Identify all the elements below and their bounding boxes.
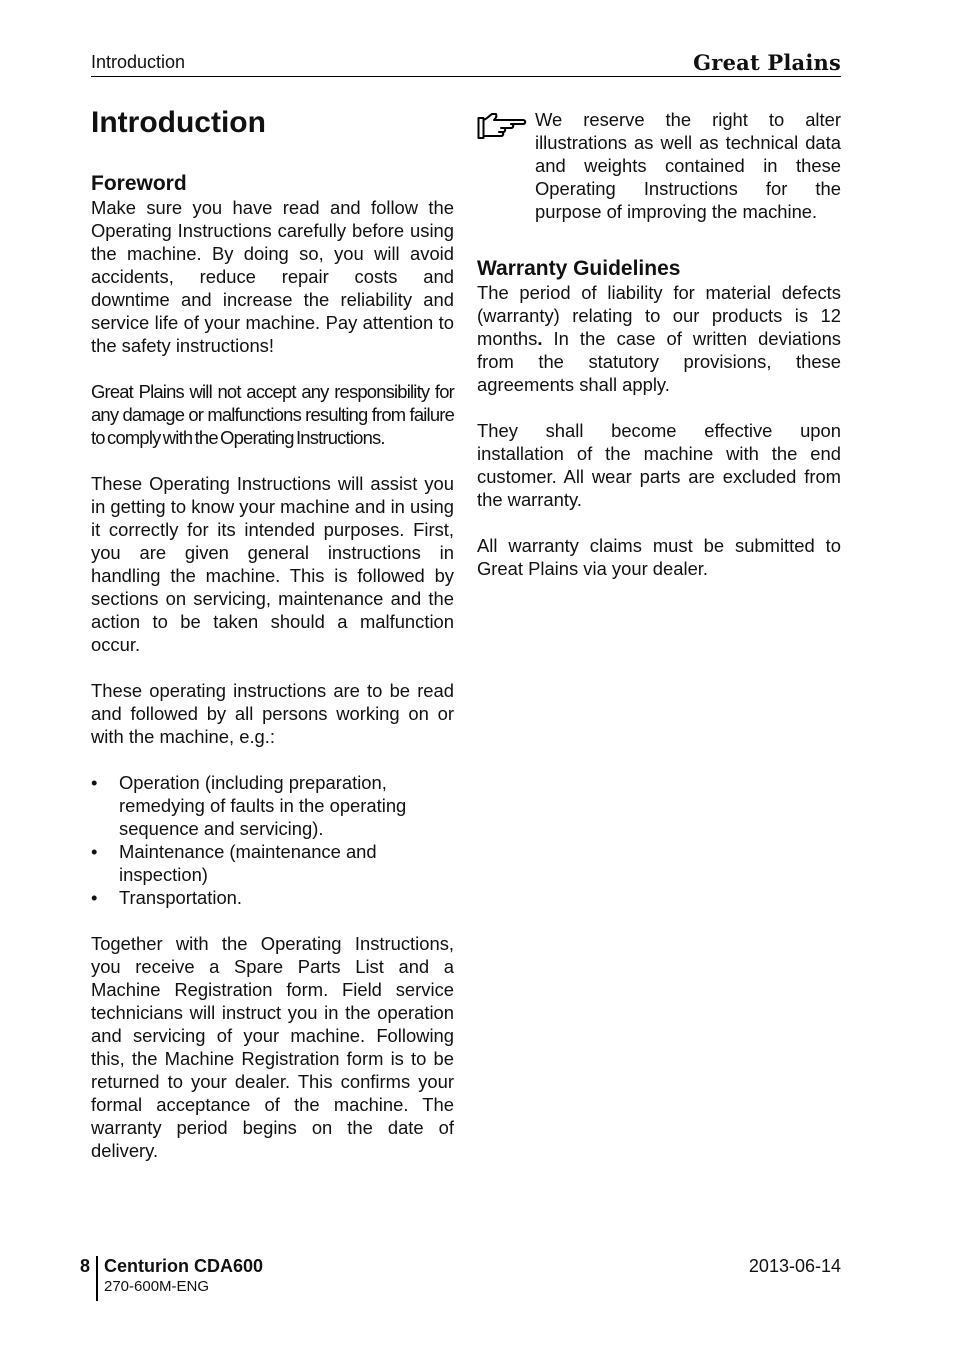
left-column: [91, 104, 454, 1185]
list-item: [91, 840, 454, 886]
note-text: We reserve the right to alter illustrations as well as technical data and weights contained in these Operating Instructions for the purpose of improving the machine.: [535, 109, 841, 222]
list-item-text: Maintenance (maintenance and inspection): [119, 841, 377, 885]
warranty-text-bold: .: [537, 328, 543, 349]
footer-divider: [96, 1256, 98, 1301]
brand-logo: Great Plains: [693, 50, 841, 75]
document-code: 270-600M-ENG: [104, 1278, 210, 1295]
note-block: [477, 108, 841, 223]
document-title: Centurion CDA600: [104, 1256, 264, 1276]
page-footer: [80, 1256, 841, 1304]
foreword-paragraph: Together with the Operating Instructions, you receive a Spare Parts List and a Machine Registration form. Field service technicians will instruct you in the operation and servicing of your machine. Following this, the Machine Registration form is to be returned to your dealer. This confirms your formal acceptance of the machine. The warranty period begins on the date of delivery.: [91, 933, 454, 1161]
bullet-icon: •: [91, 772, 98, 793]
warranty-paragraph: [477, 281, 841, 396]
list-item: [91, 886, 454, 909]
list-item-text: Transportation.: [119, 887, 243, 908]
page-header: [91, 50, 841, 77]
warranty-text: In the case of written deviations from the statutory provisions, these agreements shall apply.: [477, 328, 841, 395]
bullet-icon: •: [91, 887, 98, 908]
right-column: [477, 108, 841, 603]
personnel-list: [91, 771, 454, 909]
foreword-paragraph: Great Plains will not accept any responsibility for any damage or malfunctions resulting from failure to comply with the Operating Instructions.: [91, 381, 454, 448]
list-item-text: Operation (including preparation, remedying of faults in the operating sequence and servicing).: [119, 772, 407, 839]
foreword-heading: Foreword: [91, 172, 187, 195]
warranty-heading: Warranty Guidelines: [477, 257, 681, 280]
bullet-icon: •: [91, 841, 98, 862]
document-date: 2013-06-14: [748, 1256, 841, 1276]
warranty-text: The period of liability for material defects (warranty) relating to our products is 12 months: [477, 282, 841, 349]
foreword-paragraph: These Operating Instructions will assist you in getting to know your machine and in using it correctly for its intended purposes. First, you are given general instructions in handling the machine. This is followed by sections on servicing, maintenance and the action to be taken should a malfunction occur.: [91, 473, 454, 655]
page-number: 8: [80, 1256, 91, 1276]
list-item: [91, 771, 454, 840]
page-title: Introduction: [91, 106, 266, 139]
foreword-paragraph: Make sure you have read and follow the Operating Instructions carefully before using the machine. By doing so, you will avoid accidents, reduce repair costs and downtime and increase the reliability and service life of your machine. Pay attention to the safety instructions!: [91, 197, 454, 356]
pointing-hand-icon: [477, 111, 527, 141]
foreword-paragraph: These operating instructions are to be read and followed by all persons working on or with the machine, e.g.:: [91, 680, 454, 747]
header-section-label: Introduction: [91, 52, 186, 72]
warranty-paragraph: All warranty claims must be submitted to Great Plains via your dealer.: [477, 535, 841, 579]
warranty-paragraph: They shall become effective upon installation of the machine with the end customer. All wear parts are excluded from the warranty.: [477, 420, 841, 510]
